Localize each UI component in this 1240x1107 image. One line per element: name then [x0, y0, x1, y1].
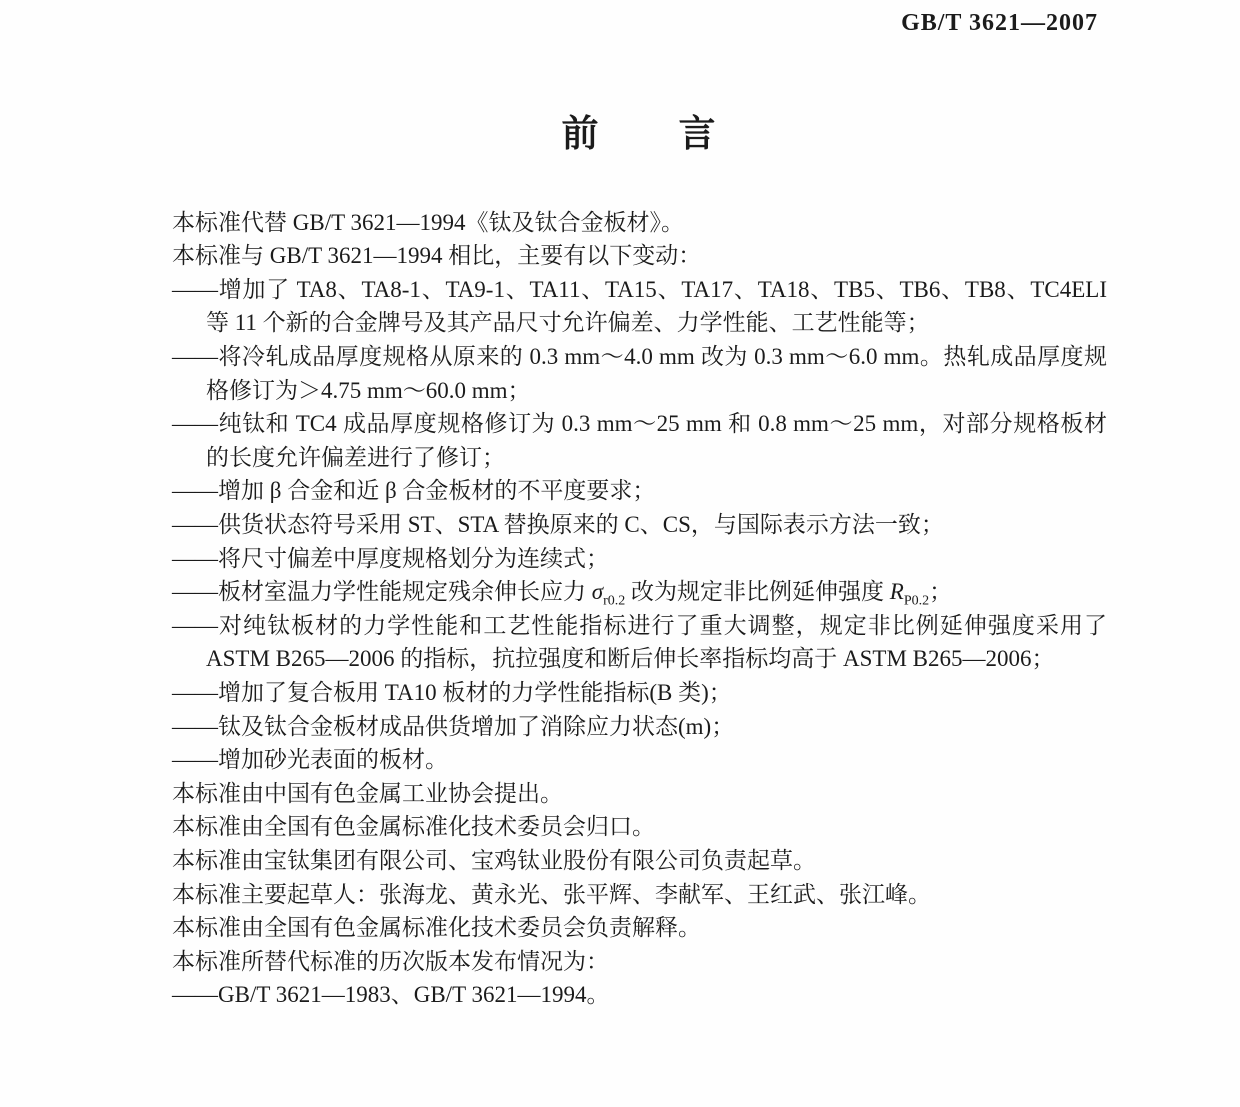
text-segment: 本标准所替代标准的历次版本发布情况为：	[172, 948, 609, 974]
text-segment: 本标准由全国有色金属标准化技术委员会负责解释。	[172, 915, 701, 941]
change-list-item	[172, 978, 1107, 1012]
text-segment: ——增加 β 合金和近 β 合金板材的不平度要求；	[172, 478, 656, 504]
text-segment: 改为规定非比例延伸强度	[625, 579, 890, 605]
text-segment: R	[889, 579, 904, 605]
text-segment: ——将尺寸偏差中厚度规格划分为连续式；	[172, 545, 609, 571]
body-paragraph	[172, 844, 1107, 878]
document-body	[172, 206, 1107, 1012]
text-segment: 本标准由宝钛集团有限公司、宝鸡钛业股份有限公司负责起草。	[172, 847, 816, 873]
text-segment: ——增加砂光表面的板材。	[172, 747, 448, 773]
text-segment: ——纯钛和 TC4 成品厚度规格修订为 0.3 mm～25 mm 和 0.8 mm～25 mm，对部分规格板材的长度允许偏差进行了修订；	[172, 411, 1107, 470]
change-list-item	[172, 743, 1107, 777]
text-segment: ——增加了复合板用 TA10 板材的力学性能指标(B 类)；	[172, 680, 732, 705]
change-list-item	[172, 474, 1107, 508]
text-segment: ——钛及钛合金板材成品供货增加了消除应力状态(m)；	[172, 713, 735, 739]
change-list-item	[172, 407, 1107, 474]
page-title: 前 言	[561, 114, 718, 155]
text-segment: ——对纯钛板材的力学性能和工艺性能指标进行了重大调整，规定非比例延伸强度采用了 ASTM B265—2006 的指标，抗拉强度和断后伸长率指标均高于 ASTM B265—2006；	[172, 612, 1107, 672]
change-list-item	[172, 710, 1107, 744]
text-segment: ；	[929, 579, 953, 605]
body-paragraph	[172, 911, 1107, 945]
body-paragraph	[172, 206, 1107, 240]
change-list-item	[172, 340, 1107, 407]
text-segment: 本标准由中国有色金属工业协会提出。	[172, 780, 563, 806]
text-segment: ——增加了 TA8、TA8-1、TA9-1、TA11、TA15、TA17、TA18、TB5、TB6、TB8、TC4ELI 等 11 个新的合金牌号及其产品尺寸允许偏差、力学性能、工艺性能等；	[172, 276, 1107, 336]
text-segment: ——板材室温力学性能规定残余伸长应力	[172, 579, 592, 605]
standard-number: GB/T 3621—2007	[901, 10, 1098, 36]
subscript-text: r0.2	[603, 593, 626, 609]
text-segment: ——供货状态符号采用 ST、STA 替换原来的 C、CS，与国际表示方法一致；	[172, 512, 944, 538]
subscript-text: P0.2	[903, 593, 930, 609]
body-paragraph	[172, 945, 1107, 979]
text-segment: σ	[591, 579, 604, 605]
body-paragraph	[172, 810, 1107, 844]
body-paragraph	[172, 239, 1107, 273]
text-segment: 本标准主要起草人：张海龙、黄永光、张平辉、李献军、王红武、张江峰。	[172, 881, 931, 907]
text-segment: 本标准代替 GB/T 3621—1994《钛及钛合金板材》。	[172, 209, 684, 235]
change-list-item	[172, 676, 1107, 710]
change-list-item	[172, 542, 1107, 576]
change-list-item	[172, 273, 1107, 340]
text-segment: ——GB/T 3621—1983、GB/T 3621—1994。	[172, 982, 610, 1008]
change-list-item	[172, 575, 1107, 609]
body-paragraph	[172, 878, 1107, 912]
body-paragraph	[172, 777, 1107, 811]
text-segment: 本标准由全国有色金属标准化技术委员会归口。	[172, 814, 655, 840]
text-segment: 本标准与 GB/T 3621—1994 相比，主要有以下变动：	[172, 243, 702, 269]
text-segment: ——将冷轧成品厚度规格从原来的 0.3 mm～4.0 mm 改为 0.3 mm～6.0 mm。热轧成品厚度规格修订为＞4.75 mm～60.0 mm；	[172, 344, 1107, 403]
change-list-item	[172, 609, 1107, 676]
change-list-item	[172, 508, 1107, 542]
